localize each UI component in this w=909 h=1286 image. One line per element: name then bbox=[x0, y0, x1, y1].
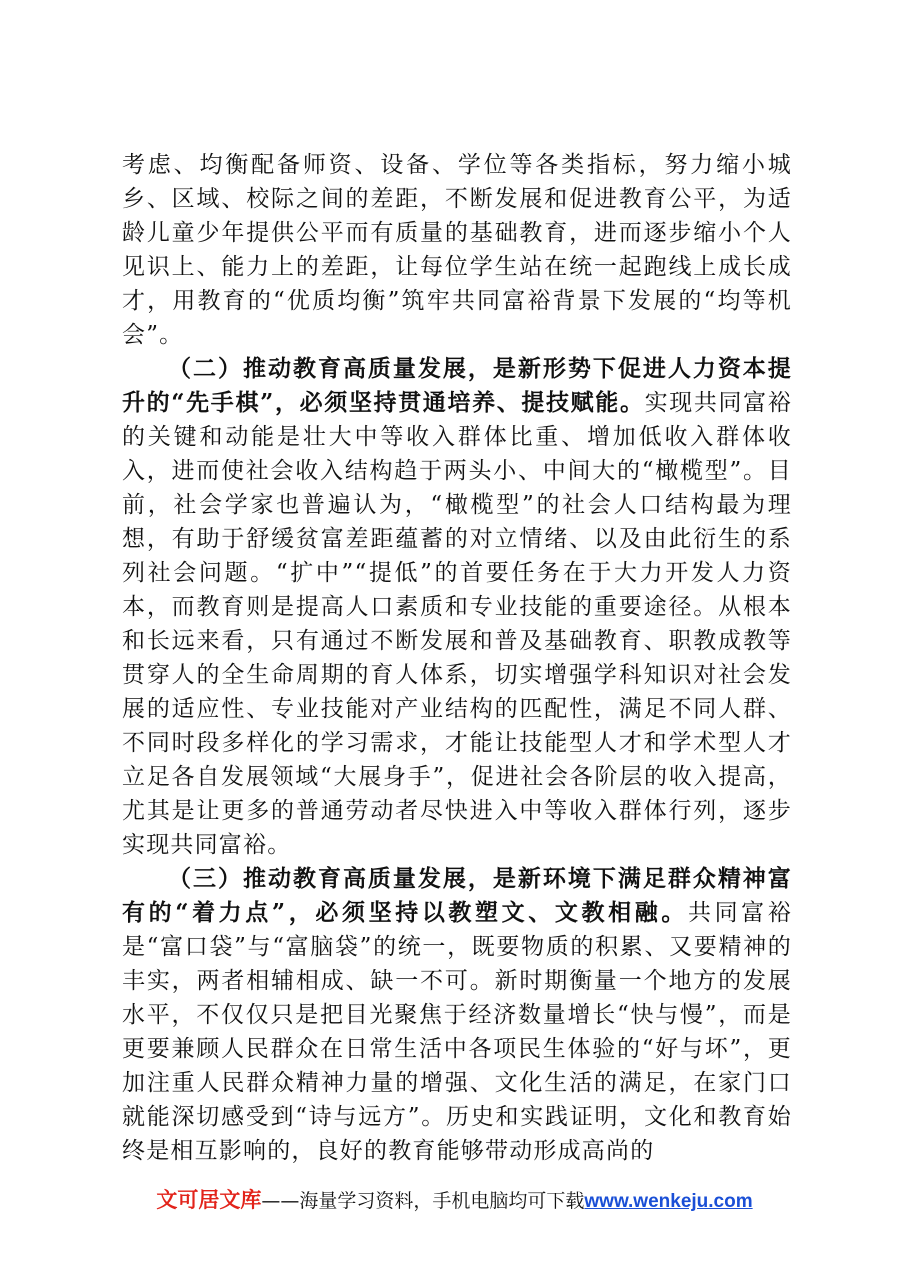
paragraph-2-heading: （二）推动教育高质量发展，是新形势下促进人力资本提升的“先手棋”，必须坚持贯通培养、提技赋能。 bbox=[122, 355, 792, 416]
paragraph-3-text: 共同富裕是“富口袋”与“富脑袋”的统一，既要物质的积累、又要精神的丰实，两者相辅相成、缺一不可。新时期衡量一个地方的发展水平，不仅仅只是把目光聚焦于经济数量增长“快与慢”，而是更要兼顾人民群众在日常生活中各项民生体验的“好与坏”，更加注重人民群众精神力量的增强、文化生活的满足，在家门口就能深切感受到“诗与远方”。历史和实践证明，文化和教育始终是相互影响的，良好的教育能够带动形成高尚的 bbox=[122, 900, 792, 1164]
paragraph-1 bbox=[122, 148, 792, 352]
paragraph-2-text: 实现共同富裕的关键和动能是壮大中等收入群体比重、增加低收入群体收入，进而使社会收入结构趋于两头小、中间大的“橄榄型”。目前，社会学家也普遍认为，“橄榄型”的社会人口结构最为理想，有助于舒缓贫富差距蕴蓄的对立情绪、以及由此衍生的系列社会问题。“扩中”“提低”的首要任务在于大力开发人力资本，而教育则是提高人口素质和专业技能的重要途径。从根本和长远来看，只有通过不断发展和普及基础教育、职教成教等贯穿人的全生命周期的育人体系，切实增强学科知识对社会发展的适应性、专业技能对产业结构的匹配性，满足不同人群、不同时段多样化的学习需求，才能让技能型人才和学术型人才立足各自发展领域“大展身手”，促进社会各阶层的收入提高，尤其是让更多的普通劳动者尽快进入中等收入群体行列，逐步实现共同富裕。 bbox=[122, 390, 793, 858]
paragraph-1-text: 考虑、均衡配备师资、设备、学位等各类指标，努力缩小城乡、区域、校际之间的差距，不断发展和促进教育公平，为适龄儿童少年提供公平而有质量的基础教育，进而逐步缩小个人见识上、能力上的差距，让每位学生站在统一起跑线上成长成才，用教育的“优质均衡”筑牢共同富裕背景下发展的“均等机会”。 bbox=[122, 152, 792, 348]
paragraph-3 bbox=[122, 862, 792, 1168]
footer-banner bbox=[0, 1184, 909, 1214]
document-body bbox=[122, 148, 792, 1168]
paragraph-3-heading: （三）推动教育高质量发展，是新环境下满足群众精神富有的“着力点”，必须坚持以教塑文、文教相融。 bbox=[122, 865, 792, 926]
paragraph-2 bbox=[122, 352, 792, 862]
footer-site-link[interactable]: www.wenkeju.com bbox=[584, 1191, 753, 1212]
footer-brand: 文可居文库 bbox=[156, 1188, 262, 1212]
footer-slogan: ——海量学习资料，手机电脑均可下载 bbox=[261, 1190, 585, 1212]
